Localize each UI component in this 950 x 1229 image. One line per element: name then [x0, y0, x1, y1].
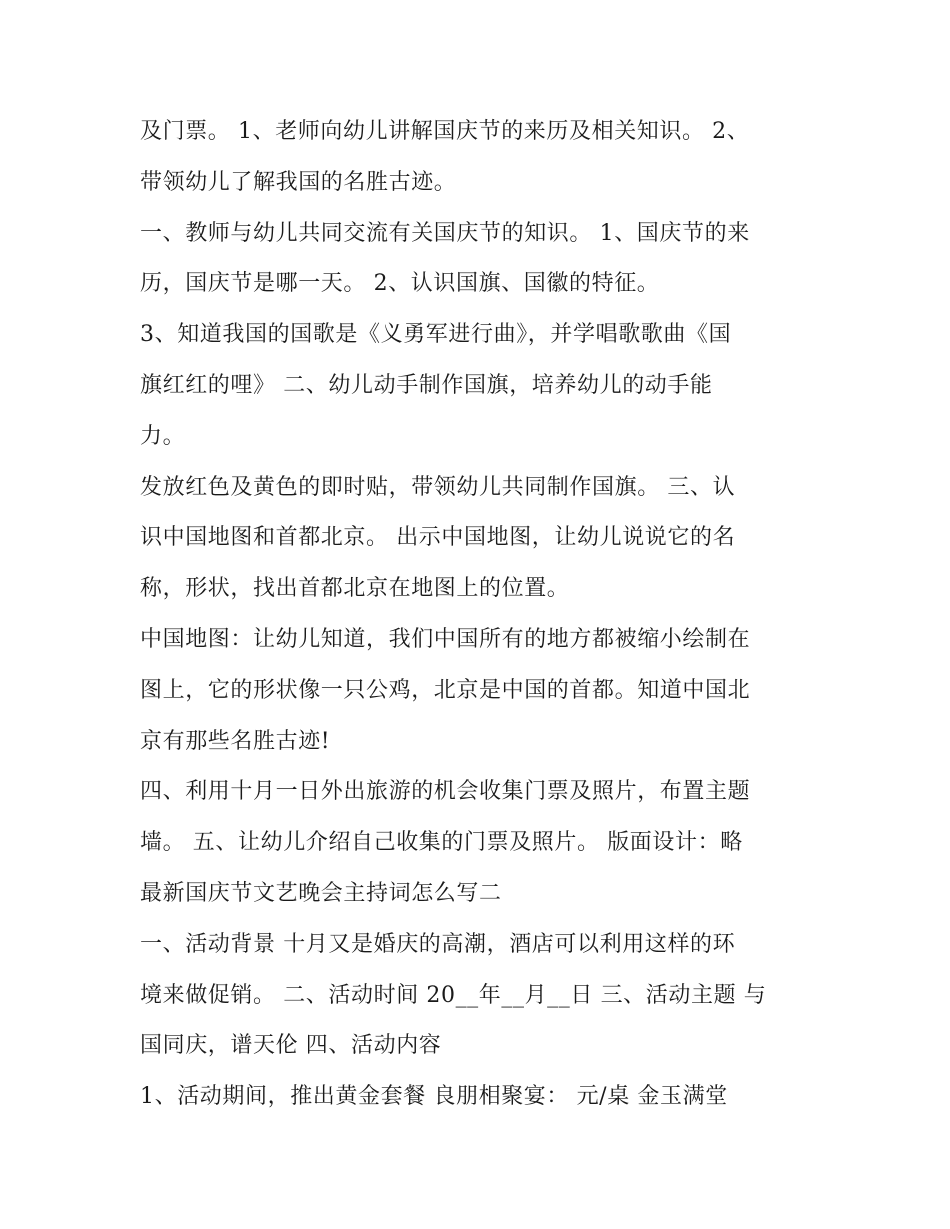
- text-line: 一、教师与幼儿共同交流有关国庆节的知识。 1、国庆节的来: [140, 220, 750, 246]
- text-line: 识中国地图和首都北京。 出示中国地图，让幼儿说说它的名: [140, 525, 736, 551]
- text-line: 1、活动期间，推出黄金套餐 良朋相聚宴： 元/桌 金玉满堂: [140, 1084, 728, 1110]
- text-line: 发放红色及黄色的即时贴，带领幼儿共同制作国旗。 三、认: [140, 474, 736, 500]
- text-line: 境来做促销。 二、活动时间 20__年__月__日 三、活动主题 与: [140, 982, 767, 1008]
- text-line: 一、活动背景 十月又是婚庆的高潮，酒店可以利用这样的环: [140, 931, 736, 957]
- text-line: 3、知道我国的国歌是《义勇军进行曲》，并学唱歌歌曲《国: [140, 322, 732, 348]
- text-line: 旗红红的哩》 二、幼儿动手制作国旗，培养幼儿的动手能: [140, 372, 713, 398]
- text-line: 图上，它的形状像一只公鸡，北京是中国的首都。知道中国北: [140, 677, 751, 703]
- section-heading: 最新国庆节文艺晚会主持词怎么写二: [140, 880, 502, 906]
- text-line: 中国地图：让幼儿知道，我们中国所有的地方都被缩小绘制在: [140, 626, 751, 652]
- text-line: 称，形状，找出首都北京在地图上的位置。: [140, 576, 570, 602]
- text-line: 四、利用十月一日外出旅游的机会收集门票及照片，布置主题: [140, 779, 751, 805]
- text-line: 及门票。 1、老师向幼儿讲解国庆节的来历及相关知识。 2、: [140, 119, 750, 144]
- text-line: 国同庆，谱天伦 四、活动内容: [140, 1033, 442, 1059]
- text-line: 京有那些名胜古迹!: [140, 728, 331, 754]
- text-line: 墙。 五、让幼儿介绍自己收集的门票及照片。 版面设计：略: [140, 830, 743, 856]
- text-line: 历，国庆节是哪一天。 2、认识国旗、国徽的特征。: [140, 271, 660, 297]
- text-line: 带领幼儿了解我国的名胜古迹。: [140, 169, 457, 195]
- text-line: 力。: [140, 423, 186, 449]
- document-body: [140, 107, 820, 1123]
